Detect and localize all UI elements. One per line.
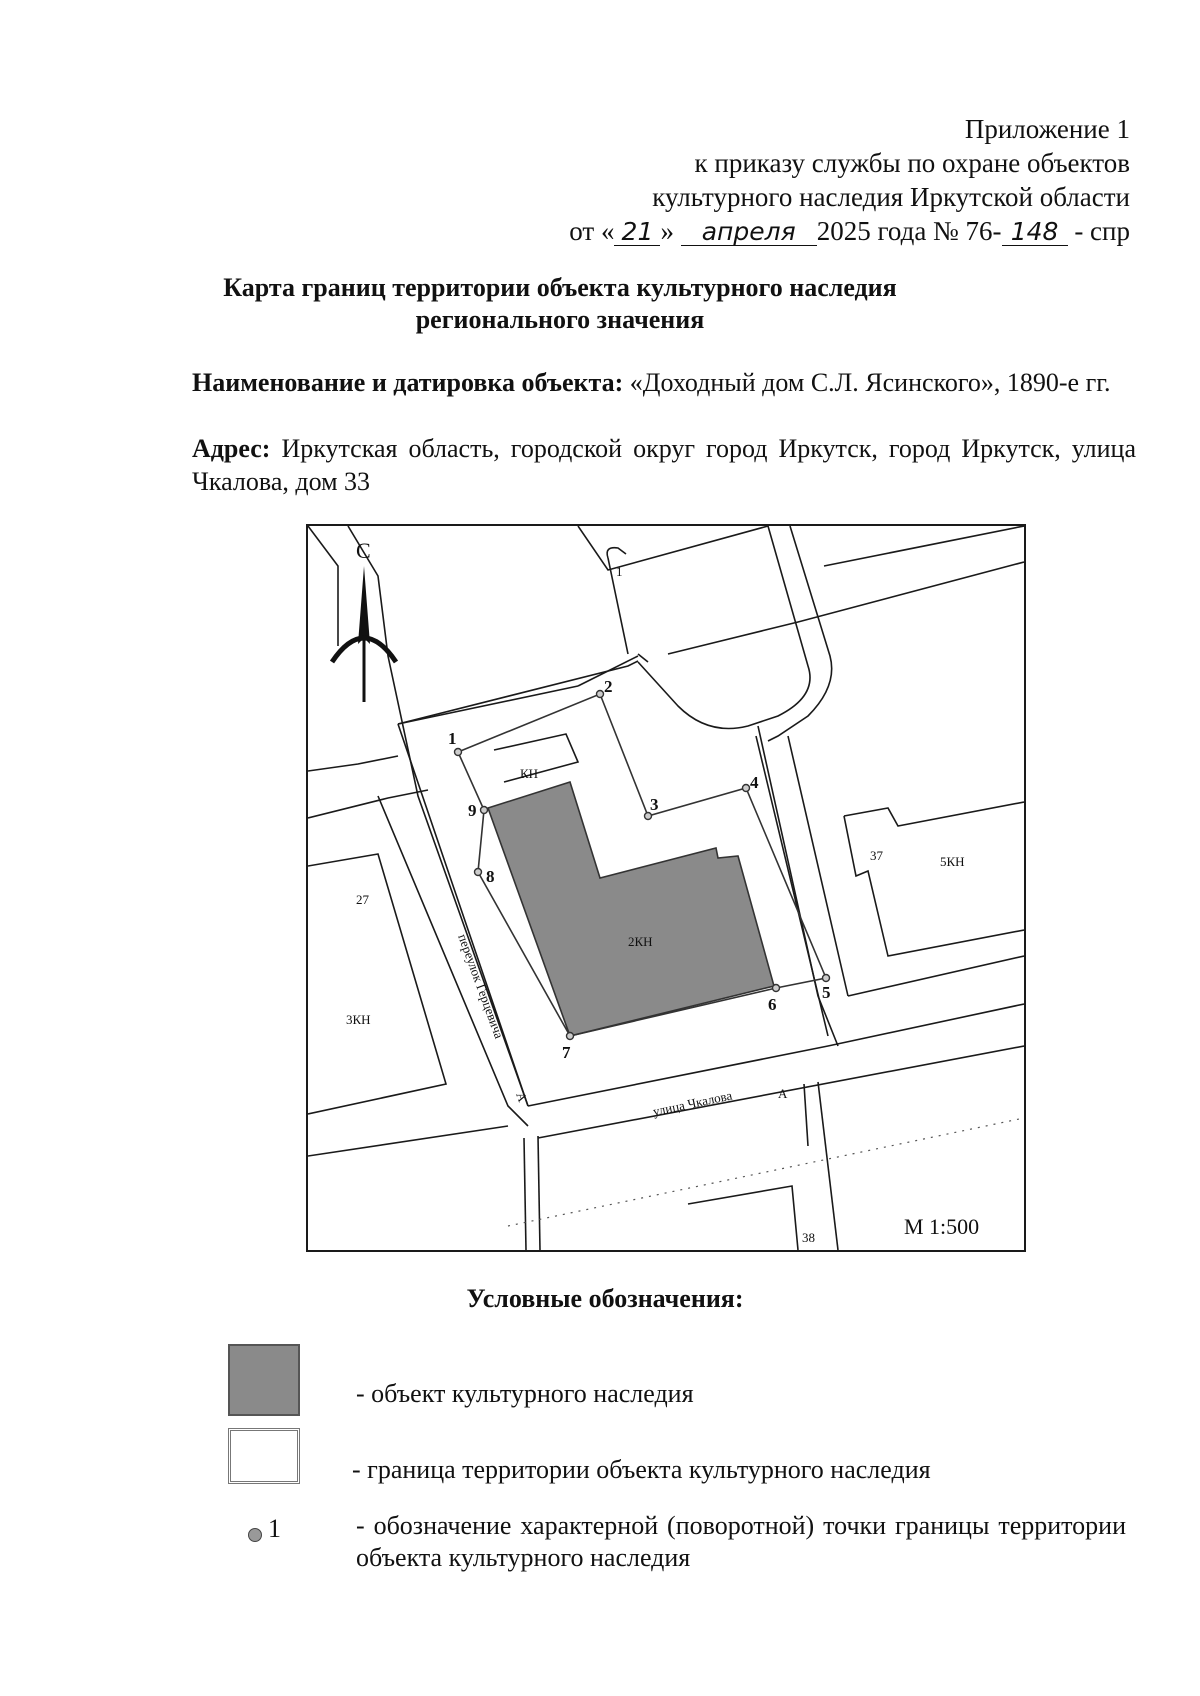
street-edge bbox=[308, 756, 398, 771]
legend-boundary-text: - граница территории объекта культурного наследия bbox=[352, 1455, 931, 1484]
legend-title: Условные обозначения: bbox=[466, 1284, 744, 1313]
parcel-label-38: 38 bbox=[802, 1230, 815, 1245]
point-label-5: 5 bbox=[822, 983, 831, 1002]
street-marker-a-right: А bbox=[778, 1086, 788, 1101]
parcel-label-5kn: 5КН bbox=[940, 854, 965, 869]
boundary-point-2 bbox=[597, 691, 604, 698]
parcel-edge bbox=[524, 1138, 526, 1250]
street-marker-a-left: А bbox=[513, 1089, 531, 1104]
north-label: С bbox=[356, 538, 371, 563]
handwritten-day: 21 bbox=[614, 219, 660, 246]
street-edge bbox=[668, 562, 1024, 654]
boundary-point-4 bbox=[743, 785, 750, 792]
point-label-4: 4 bbox=[750, 773, 759, 792]
parcel-edge bbox=[538, 1136, 540, 1250]
boundary-point-1 bbox=[455, 749, 462, 756]
object-name-block bbox=[192, 366, 1136, 399]
point-label-2: 2 bbox=[604, 677, 613, 696]
parcel-37-edge bbox=[844, 816, 1024, 956]
map-svg bbox=[308, 526, 1024, 1250]
point-label-3: 3 bbox=[650, 795, 659, 814]
legend-point-number: 1 bbox=[268, 1514, 281, 1543]
parcel-27-edge bbox=[308, 854, 446, 1114]
street-edge bbox=[308, 1126, 508, 1156]
object-address-value: Иркутская область, городской округ город Иркутск, город Иркутск, улица Чкалова, дом 33 bbox=[192, 434, 1136, 496]
legend-boundary-swatch bbox=[228, 1428, 300, 1484]
parcel-label-27: 27 bbox=[356, 892, 369, 907]
small-building-label: КН bbox=[520, 766, 539, 781]
boundary-point-9 bbox=[481, 807, 488, 814]
legend-point-marker bbox=[248, 1528, 262, 1542]
boundary-point-8 bbox=[475, 869, 482, 876]
handwritten-month: апреля bbox=[681, 219, 817, 246]
block-edge bbox=[398, 686, 578, 724]
boundary-point-6 bbox=[773, 985, 780, 992]
point-label-9: 9 bbox=[468, 801, 477, 820]
boundary-point-5 bbox=[823, 975, 830, 982]
date-year: 2025 года № 76- bbox=[816, 216, 1002, 246]
point-label-8: 8 bbox=[486, 867, 495, 886]
street-name-lane: переулок Герцевича bbox=[455, 931, 507, 1041]
parcel-38-edge bbox=[688, 1186, 798, 1250]
parcel-37-edge bbox=[844, 802, 1024, 826]
title-line-1: Карта границ территории объекта культурного наследия bbox=[223, 273, 897, 302]
date-prefix: от « bbox=[569, 216, 615, 246]
handwritten-order-number: 148 bbox=[1002, 219, 1068, 246]
object-name-value: «Доходный дом С.Л. Ясинского», 1890-е гг. bbox=[629, 368, 1111, 397]
appendix-authority: культурного наследия Иркутской области bbox=[652, 182, 1130, 212]
date-mid: » bbox=[660, 216, 674, 246]
street-edge bbox=[848, 956, 1024, 996]
object-address-block bbox=[192, 432, 1136, 498]
north-arrow bbox=[332, 538, 396, 702]
parcel-edge bbox=[804, 1084, 808, 1146]
parcel-label-3kn: 3КН bbox=[346, 1012, 371, 1027]
legend-point-text: - обозначение характерной (поворотной) точки границы территории объекта культурного наследия bbox=[356, 1511, 1126, 1572]
street-edge bbox=[308, 526, 338, 646]
appendix-date-line bbox=[569, 214, 1130, 248]
legend-object-text: - объект культурного наследия bbox=[356, 1379, 694, 1408]
street-name-chkalova: улица Чкалова bbox=[651, 1087, 734, 1119]
point-label-1: 1 bbox=[448, 729, 457, 748]
dotted-line bbox=[508, 1118, 1024, 1226]
block-edge bbox=[756, 736, 828, 1036]
appendix-title: Приложение 1 bbox=[964, 114, 1130, 144]
parcel-1-edge bbox=[578, 526, 768, 570]
street-edge bbox=[638, 654, 648, 662]
boundary-map bbox=[306, 524, 1026, 1252]
appendix-header bbox=[569, 112, 1130, 248]
appendix-order-ref: к приказу службы по охране объектов bbox=[694, 148, 1130, 178]
object-label: 2КН bbox=[628, 934, 653, 949]
point-label-7: 7 bbox=[562, 1043, 571, 1062]
object-address-label: Адрес: bbox=[192, 434, 271, 463]
object-name-label: Наименование и датировка объекта: bbox=[192, 368, 624, 397]
path-edge bbox=[638, 526, 810, 729]
order-suffix: - спр bbox=[1074, 216, 1130, 246]
parcel-label-37: 37 bbox=[870, 848, 883, 863]
street-edge bbox=[824, 526, 1024, 566]
street-edge bbox=[308, 790, 428, 818]
map-scale: М 1:500 bbox=[904, 1214, 980, 1239]
point-label-6: 6 bbox=[768, 995, 777, 1014]
street-edge bbox=[607, 548, 626, 558]
parcel-edge bbox=[818, 1082, 838, 1250]
document-title bbox=[180, 272, 940, 336]
north-arrow-head bbox=[358, 566, 370, 644]
boundary-point-7 bbox=[567, 1033, 574, 1040]
legend-object-swatch bbox=[228, 1344, 300, 1416]
title-line-2: регионального значения bbox=[415, 305, 705, 334]
parcel-label-1: 1 bbox=[616, 564, 623, 579]
